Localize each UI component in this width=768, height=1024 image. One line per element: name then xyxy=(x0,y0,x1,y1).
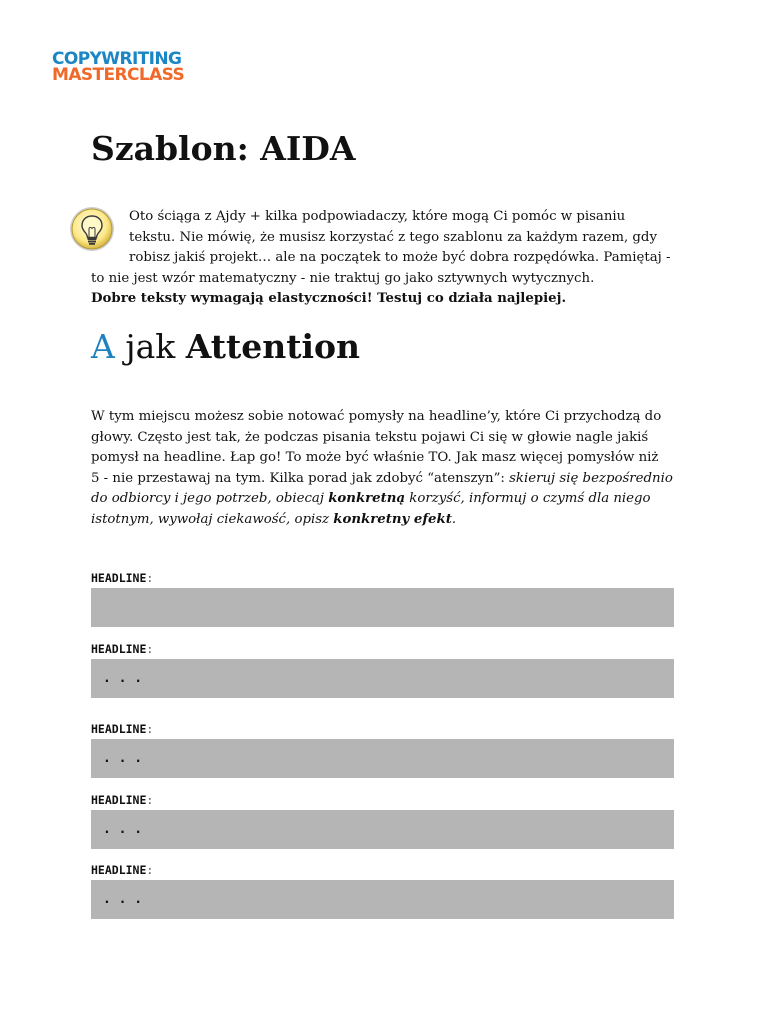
logo-line-2: MASTERCLASS xyxy=(52,65,185,85)
headline-label-text: HEADLINE xyxy=(91,863,147,877)
body-text-italic: korzyść, informuj o czymś dla niego xyxy=(405,491,651,506)
headline-label xyxy=(91,571,153,585)
headline-field[interactable] xyxy=(91,588,674,627)
headline-label-text: HEADLINE xyxy=(91,642,147,656)
section-word: Attention xyxy=(185,327,361,366)
intro-line: robisz jakiś projekt… ale na początek to może być dobra rozpędówka. Pamiętaj - xyxy=(129,250,671,265)
headline-label xyxy=(91,793,153,807)
headline-label-text: HEADLINE xyxy=(91,571,147,585)
body-line: głowy. Często jest tak, że podczas pisania tekstu pojawi Ci się w głowie nagle jakiś xyxy=(91,429,649,445)
attention-description xyxy=(91,407,686,530)
logo-line-1: COPYWRITING xyxy=(52,49,182,69)
headline-label xyxy=(91,863,153,877)
body-line xyxy=(91,469,686,490)
headline-field[interactable]: . . . xyxy=(91,810,674,849)
body-text-italic: do odbiorcy i jego potrzeb, obiecaj xyxy=(91,491,329,506)
section-heading-attention xyxy=(91,325,360,369)
intro-line: to nie jest wzór matematyczny - nie traktuj go jako sztywnych wytycznych. xyxy=(91,270,595,286)
body-line xyxy=(91,510,686,531)
headline-label-colon: : xyxy=(146,642,154,656)
body-text-plain: 5 - nie przestawaj na tym. Kilka porad jak zdobyć “atenszyn”: xyxy=(91,470,510,486)
headline-label xyxy=(91,642,153,656)
headline-label-text: HEADLINE xyxy=(91,793,147,807)
section-letter: A xyxy=(91,327,115,366)
copywriting-masterclass-logo xyxy=(52,51,184,83)
intro-emphasis-line: Dobre teksty wymagają elastyczności! Testuj co działa najlepiej. xyxy=(91,291,567,306)
intro-paragraph xyxy=(91,207,681,310)
body-line xyxy=(91,489,686,510)
body-text-italic: istotnym, wywołaj ciekawość, opisz xyxy=(91,511,334,527)
headline-label-colon: : xyxy=(146,793,154,807)
body-line: pomysł na headline. Łap go! To może być właśnie TO. Jak masz więcej pomysłów niż xyxy=(91,450,659,465)
headline-label-colon: : xyxy=(146,863,154,877)
body-text-bold-italic: konkretny efekt xyxy=(333,511,452,527)
headline-field[interactable]: . . . xyxy=(91,880,674,919)
headline-label-colon: : xyxy=(146,571,154,585)
body-text-italic: skieruj się bezpośrednio xyxy=(509,470,673,486)
body-text-bold-italic: konkretną xyxy=(328,491,406,506)
body-line: W tym miejscu możesz sobie notować pomysły na headline’y, które Ci przychodzą do xyxy=(91,409,662,424)
intro-line: tekstu. Nie mówię, że musisz korzystać z tego szablonu za każdym razem, gdy xyxy=(129,229,657,245)
section-connector: jak xyxy=(114,327,186,366)
page-title: Szablon: AIDA xyxy=(91,129,356,168)
headline-field[interactable]: . . . xyxy=(91,739,674,778)
headline-label-colon: : xyxy=(146,722,154,736)
body-text-italic: . xyxy=(451,511,457,527)
intro-line: Oto ściąga z Ajdy + kilka podpowiadaczy, które mogą Ci pomóc w pisaniu xyxy=(129,209,626,224)
headline-label xyxy=(91,722,153,736)
headline-field[interactable]: . . . xyxy=(91,659,674,698)
headline-label-text: HEADLINE xyxy=(91,722,147,736)
